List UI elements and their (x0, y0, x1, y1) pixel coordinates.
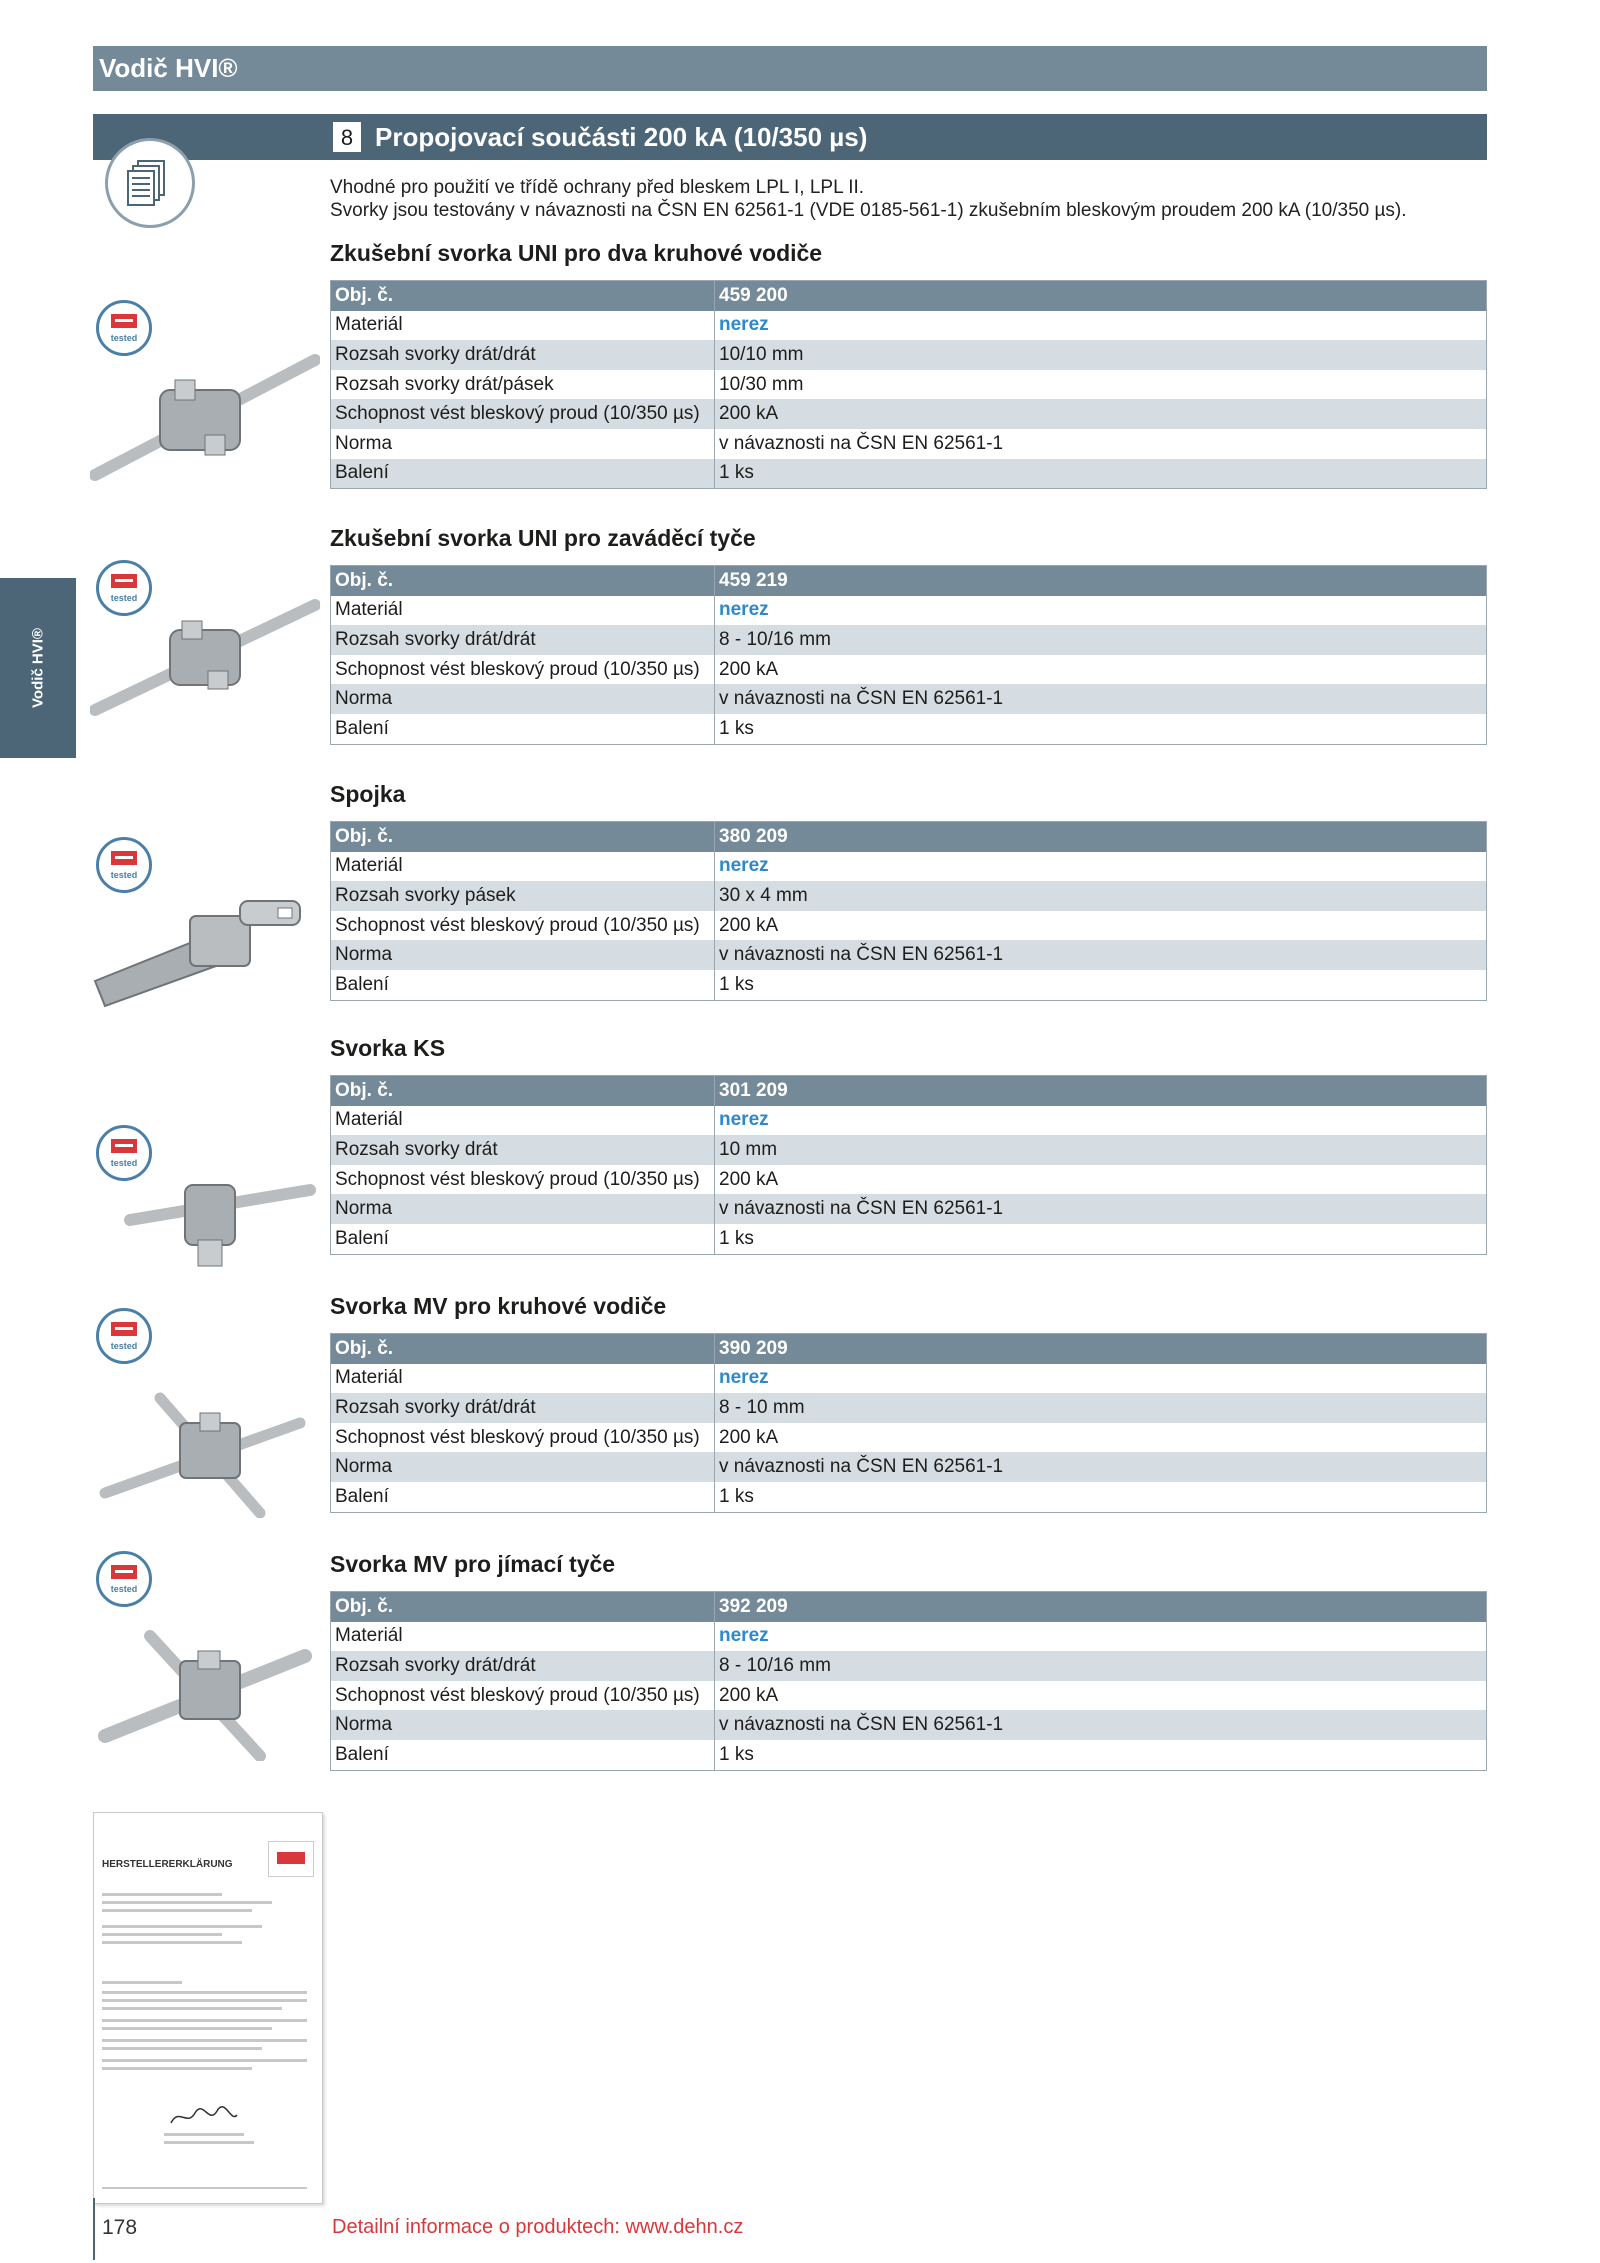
spec-value: v návaznosti na ČSN EN 62561-1 (715, 1194, 1487, 1224)
spec-label: Materiál (331, 1364, 715, 1394)
spec-label: Rozsah svorky drát/drát (331, 340, 715, 370)
spec-label: Obj. č. (331, 822, 715, 852)
section-title: Propojovací součásti 200 kA (10/350 µs) (375, 122, 868, 152)
spec-label: Materiál (331, 1622, 715, 1652)
product-image-coupler (90, 871, 320, 1011)
spec-value: 10/30 mm (715, 370, 1487, 400)
badge-label: tested (110, 593, 138, 603)
product-info-link[interactable]: Detailní informace o produktech: www.dehn.cz (332, 2216, 744, 2238)
intro-line-2: Svorky jsou testovány v návaznosti na ČSN EN 62561-1 (VDE 0185-561-1) zkušebním bleskovým proudem 200 kA (10/350 µs). (330, 200, 1407, 221)
spec-label: Balení (331, 1482, 715, 1512)
product-image-ks-clamp (90, 1150, 320, 1280)
order-number: 301 209 (715, 1076, 1487, 1106)
material-value: nerez (715, 1622, 1487, 1652)
spec-value: 200 kA (715, 1681, 1487, 1711)
spec-label: Materiál (331, 852, 715, 882)
spec-value: 200 kA (715, 1165, 1487, 1195)
spec-label: Norma (331, 1452, 715, 1482)
spec-table (330, 1333, 1487, 1513)
spec-value: 8 - 10/16 mm (715, 1651, 1487, 1681)
spec-label: Norma (331, 429, 715, 459)
spec-table (330, 1075, 1487, 1255)
spec-label: Schopnost vést bleskový proud (10/350 µs) (331, 911, 715, 941)
spec-value: 1 ks (715, 1224, 1487, 1254)
spec-table (330, 280, 1487, 489)
order-number: 380 209 (715, 822, 1487, 852)
order-number: 459 200 (715, 281, 1487, 311)
badge-label: tested (110, 1341, 138, 1351)
product-title: Svorka MV pro jímací tyče (330, 1551, 616, 1577)
spec-label: Materiál (331, 596, 715, 626)
spec-label: Schopnost vést bleskový proud (10/350 µs) (331, 655, 715, 685)
spec-label: Rozsah svorky drát/drát (331, 1651, 715, 1681)
intro-line-1: Vhodné pro použití ve třídě ochrany před bleskem LPL I, LPL II. (330, 177, 865, 198)
order-number: 392 209 (715, 1592, 1487, 1622)
spec-value: v návaznosti na ČSN EN 62561-1 (715, 1710, 1487, 1740)
product-title: Spojka (330, 781, 406, 807)
spec-label: Balení (331, 459, 715, 489)
documents-icon (105, 138, 195, 228)
spec-value: v návaznosti na ČSN EN 62561-1 (715, 429, 1487, 459)
spec-label: Obj. č. (331, 1076, 715, 1106)
material-value: nerez (715, 1106, 1487, 1136)
spec-value: v návaznosti na ČSN EN 62561-1 (715, 684, 1487, 714)
spec-label: Rozsah svorky drát/drát (331, 625, 715, 655)
spec-value: 1 ks (715, 714, 1487, 744)
badge-label: tested (110, 1158, 138, 1168)
product-image-mv-clamp-rod (90, 1611, 320, 1761)
spec-label: Rozsah svorky drát (331, 1135, 715, 1165)
declaration-heading: HERSTELLERERKLÄRUNG (102, 1859, 233, 1870)
badge-label: tested (110, 870, 138, 880)
spec-label: Rozsah svorky drát/drát (331, 1393, 715, 1423)
badge-label: tested (110, 1584, 138, 1594)
product-title: Zkušební svorka UNI pro dva kruhové vodiče (330, 240, 823, 266)
spec-value: 8 - 10 mm (715, 1393, 1487, 1423)
spec-label: Obj. č. (331, 281, 715, 311)
spec-label: Obj. č. (331, 1592, 715, 1622)
material-value: nerez (715, 852, 1487, 882)
spec-label: Materiál (331, 1106, 715, 1136)
side-chapter-tab (0, 578, 76, 758)
material-value: nerez (715, 596, 1487, 626)
tested-badge-icon (96, 1308, 152, 1364)
spec-label: Norma (331, 1710, 715, 1740)
spec-value: 1 ks (715, 1482, 1487, 1512)
spec-label: Schopnost vést bleskový proud (10/350 µs) (331, 1681, 715, 1711)
spec-label: Materiál (331, 311, 715, 341)
dehn-logo (268, 1841, 314, 1877)
spec-value: 200 kA (715, 911, 1487, 941)
spec-value: v návaznosti na ČSN EN 62561-1 (715, 1452, 1487, 1482)
spec-table (330, 821, 1487, 1001)
side-tab-label: Vodič HVI® (29, 628, 47, 708)
spec-value: 30 x 4 mm (715, 881, 1487, 911)
spec-label: Norma (331, 1194, 715, 1224)
spec-value: 1 ks (715, 970, 1487, 1000)
spec-table (330, 1591, 1487, 1771)
spec-label: Rozsah svorky drát/pásek (331, 370, 715, 400)
spec-value: v návaznosti na ČSN EN 62561-1 (715, 940, 1487, 970)
product-title: Svorka MV pro kruhové vodiče (330, 1293, 667, 1319)
spec-value: 8 - 10/16 mm (715, 625, 1487, 655)
product-image-mv-clamp (90, 1368, 320, 1518)
material-value: nerez (715, 311, 1487, 341)
product-image-uni-clamp (90, 340, 320, 490)
footer-rule (93, 2198, 95, 2260)
spec-label: Schopnost vést bleskový proud (10/350 µs) (331, 399, 715, 429)
section-number: 8 (332, 121, 362, 153)
spec-value: 1 ks (715, 1740, 1487, 1770)
spec-label: Balení (331, 1224, 715, 1254)
order-number: 459 219 (715, 566, 1487, 596)
spec-value: 200 kA (715, 1423, 1487, 1453)
page-number: 178 (102, 2216, 138, 2239)
spec-value: 200 kA (715, 655, 1487, 685)
product-image-uni-clamp-rod (90, 585, 320, 725)
spec-value: 1 ks (715, 459, 1487, 489)
spec-label: Norma (331, 684, 715, 714)
spec-table (330, 565, 1487, 745)
chapter-title-bar (93, 46, 1487, 91)
spec-label: Norma (331, 940, 715, 970)
spec-value: 10/10 mm (715, 340, 1487, 370)
spec-label: Balení (331, 1740, 715, 1770)
spec-label: Balení (331, 970, 715, 1000)
product-title: Zkušební svorka UNI pro zaváděcí tyče (330, 525, 756, 551)
product-title: Svorka KS (330, 1035, 446, 1061)
spec-label: Schopnost vést bleskový proud (10/350 µs) (331, 1165, 715, 1195)
signature-icon (169, 2105, 239, 2129)
intro-text (330, 176, 1407, 222)
manufacturer-declaration-thumbnail (93, 1812, 323, 2204)
spec-label: Balení (331, 714, 715, 744)
spec-label: Schopnost vést bleskový proud (10/350 µs) (331, 1423, 715, 1453)
tested-badge-icon (96, 1551, 152, 1607)
badge-label: tested (110, 333, 138, 343)
chapter-title: Vodič HVI® (99, 53, 238, 83)
material-value: nerez (715, 1364, 1487, 1394)
spec-value: 200 kA (715, 399, 1487, 429)
spec-value: 10 mm (715, 1135, 1487, 1165)
spec-label: Obj. č. (331, 1334, 715, 1364)
order-number: 390 209 (715, 1334, 1487, 1364)
spec-label: Rozsah svorky pásek (331, 881, 715, 911)
spec-label: Obj. č. (331, 566, 715, 596)
